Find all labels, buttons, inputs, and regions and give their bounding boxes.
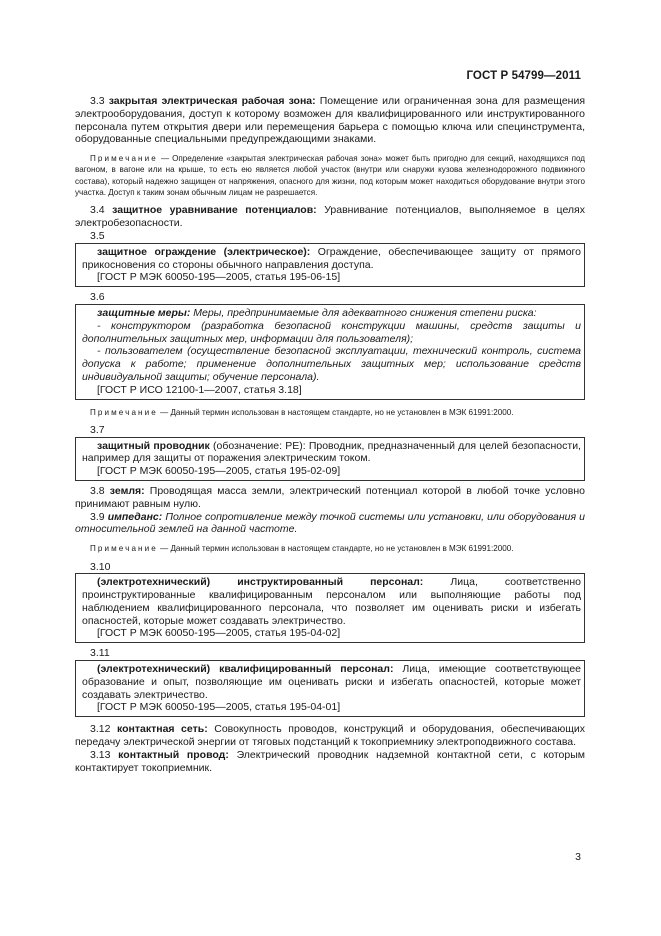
entry-term: защитное ограждение (электрическое): [97,245,311,258]
entry-3-11-number: 3.11 [90,647,110,660]
entry-definition: Уравнивание потенциалов, выполняемое в целях электробезопасности. [75,204,585,230]
entry-3-5-box [75,243,585,287]
document-body [75,95,585,774]
entry-3-7 [82,440,581,466]
note-text: — Данный термин использован в настоящем стандарте, но не установлен в МЭК 61991:2000. [157,407,514,417]
entry-term: (электротехнический) инструктированный персонал: [97,576,424,589]
entry-3-10-number: 3.10 [90,560,111,573]
note-label: Примечание [90,407,158,417]
entry-3-11-box [75,660,585,717]
entry-term: контактная сеть: [116,723,208,736]
entry-source: [ГОСТ Р ИСО 12100-1—2007, статья 3.18] [97,383,302,396]
entry-term: импеданс: [107,510,163,523]
entry-3-4 [75,204,585,230]
entry-3-12 [75,723,585,749]
entry-term: земля: [109,485,145,498]
entry-3-5 [82,246,581,272]
entry-definition: Меры, предпринимаемые для адекватного снижения степени риска: [190,306,537,319]
entry-3-7-box [75,437,585,481]
note-text: — Определение «закрытая электрическая рабочая зона» может быть пригодно для секций, находящихся под вагоном, в вагоне или на крыше, то есть ею является любой участок (внутри или снаружи кузова железнодорожного подвижного состава), который надежно защищен от напряжения, опасного для жизни, под которым может находиться оборудование внутри этого участка. Доступ к таким зонам обычным лицам не разрешается. [75,154,585,198]
entry-3-3 [75,95,585,146]
entry-number: 3.12 [90,723,111,736]
note-2 [75,407,585,418]
note-label: Примечание [90,154,158,164]
entry-number: 3.13 [90,748,111,761]
entry-bullet-designer: - конструктором (разработка безопасной конструкции машины, средств защиты и дополнительных защитных мер, информации для пользователя); [82,319,581,345]
entry-definition: (обозначение: РЕ): Проводник, предназначенный для целей безопасности, например для защиты от поражения электрическим током. [82,439,581,465]
entry-3-6-box [75,304,585,400]
entry-term: (электротехнический) квалифицированный персонал: [97,663,394,676]
note-label: Примечание [90,544,158,554]
entry-definition: Лица, имеющие соответствующее образование и опыт, позволяющие им оценивать риски и избегать опасностей, которые может создавать электричество. [82,663,582,701]
entry-term: защитное уравнивание потенциалов: [112,204,317,217]
entry-3-7-number: 3.7 [90,423,105,436]
entry-source: [ГОСТ Р МЭК 60050-195—2005, статья 195-02-09] [97,465,341,478]
note-1 [75,153,585,198]
entry-source: [ГОСТ Р МЭК 60050-195—2005, статья 195-04-02] [97,627,341,640]
entry-definition: Совокупность проводов, конструкций и оборудования, обеспечивающих передачу электрической энергии от тяговых подстанций к токоприемнику электроподвижного состава. [75,723,585,749]
entry-3-10-box [75,573,585,643]
entry-definition: Лица, соответственно проинструктированные квалифицированным персоналом или выполняющие работы под наблюдением квалифицированного персонала, что позволяет им оценивать риски и избегать опасностей, которые может создавать электричество. [82,576,581,627]
entry-definition: Электрический проводник надземной контактной сети, с которым контактирует токоприемник. [75,748,585,774]
entry-3-9 [75,511,585,537]
entry-definition: Проводящая масса земли, электрический потенциал которой в любой точке условно принимают равным нулю. [75,485,585,510]
entry-term: закрытая электрическая рабочая зона: [108,95,316,107]
entry-3-5-number: 3.5 [90,229,105,242]
entry-term: защитные меры: [97,306,191,319]
entry-3-13 [75,749,585,775]
entry-3-6 [82,307,581,320]
entry-bullet-user: - пользователем (осуществление безопасной эксплуатации, технический контроль, система допуска к работе; применение дополнительных защитных мер; использование средств индивидуальной защиты; обучение персонала). [82,345,581,383]
entry-source: [ГОСТ Р МЭК 60050-195—2005, статья 195-06-15] [97,271,341,284]
entry-definition: Ограждение, обеспечивающее защиту от прямого прикосновения со стороны обычного направления доступа. [82,245,581,271]
entry-3-11 [82,663,581,701]
standard-number: ГОСТ Р 54799—2011 [466,70,581,82]
entry-source: [ГОСТ Р МЭК 60050-195—2005, статья 195-04-01] [97,701,341,714]
entry-3-8 [75,485,585,511]
entry-3-10 [82,576,581,627]
note-3 [75,543,585,554]
page-number: 3 [575,851,581,863]
entry-3-6-number: 3.6 [90,291,105,304]
entry-number: 3.9 [90,510,105,523]
entry-number: 3.4 [90,204,105,217]
entry-number: 3.8 [90,485,105,498]
entry-term: контактный провод: [118,748,229,761]
entry-definition: Помещение или ограниченная зона для размещения электрооборудования, доступ к которому возможен для квалифицированного или инструктированного персонала путем открытия двери или перемещения барьера с помощью ключа или специнструмента, оборудованные специальными предупреждающими знаками. [75,95,586,146]
entry-number: 3.3 [90,95,105,107]
entry-definition: Полное сопротивление между точкой системы или установки, или оборудования и относительной землей на данной частоте. [75,510,585,536]
note-text: — Данный термин использован в настоящем стандарте, но не установлен в МЭК 61991:2000. [157,544,514,554]
entry-term: защитный проводник [97,439,210,452]
